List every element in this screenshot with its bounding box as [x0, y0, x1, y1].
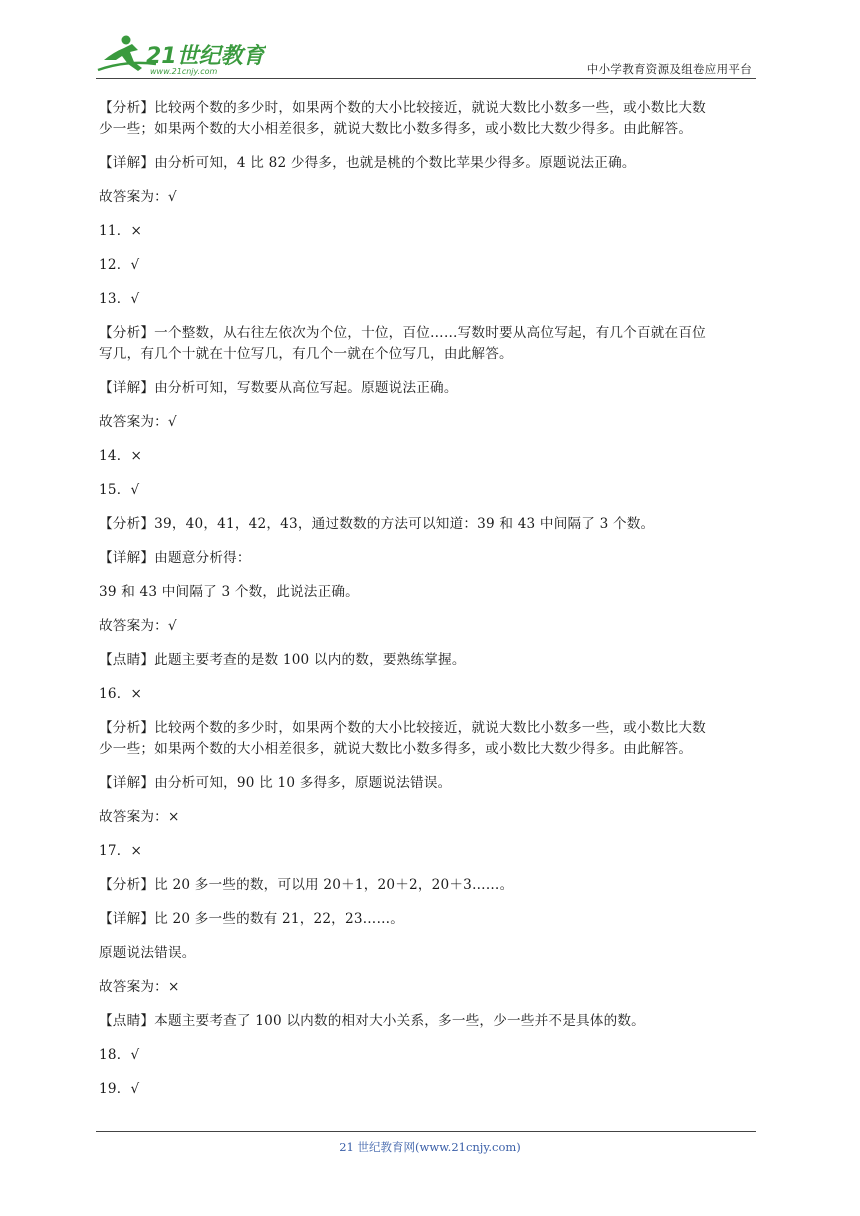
text-line: 12．√	[99, 257, 140, 273]
text-line: 【详解】比 20 多一些的数有 21，22，23……。	[99, 911, 405, 927]
platform-name: 中小学教育资源及组卷应用平台	[586, 62, 752, 76]
text-line: 19．√	[99, 1081, 140, 1097]
text-line: 少一些；如果两个数的大小相差很多，就说大数比小数多得多，或小数比大数少得多。由此解答。	[99, 121, 693, 137]
text-line: 故答案为：×	[99, 809, 180, 825]
svg-text:21世纪教育: 21世纪教育	[146, 44, 265, 69]
text-line: 17．×	[99, 843, 143, 859]
text-line: 15．√	[99, 482, 140, 498]
text-line: 故答案为：√	[99, 618, 177, 634]
text-line: 【详解】由题意分析得：	[99, 550, 251, 566]
page-header	[96, 30, 756, 80]
text-line: 【分析】一个整数，从右往左依次为个位，十位，百位……写数时要从高位写起，有几个百就在百位	[99, 325, 706, 341]
text-line: 【详解】由分析可知，4 比 82 少得多，也就是桃的个数比苹果少得多。原题说法正确。	[99, 155, 636, 171]
text-line: 16．×	[99, 686, 143, 702]
text-line: 11．×	[99, 223, 143, 239]
text-line: 14．×	[99, 448, 143, 464]
text-line: 【点睛】此题主要考查的是数 100 以内的数，要熟练掌握。	[99, 652, 466, 668]
text-line: 13．√	[99, 291, 140, 307]
text-line: 【详解】由分析可知，写数要从高位写起。原题说法正确。	[99, 380, 458, 396]
footer-divider	[96, 1131, 756, 1132]
text-line: 故答案为：√	[99, 189, 177, 205]
text-line: 故答案为：√	[99, 414, 177, 430]
header-divider	[96, 78, 756, 79]
text-line: 【分析】比 20 多一些的数，可以用 20＋1，20＋2，20＋3……。	[99, 877, 514, 893]
text-line: 【分析】比较两个数的多少时，如果两个数的大小比较接近，就说大数比小数多一些，或小数比大数	[99, 720, 706, 736]
text-line: 【点睛】本题主要考查了 100 以内数的相对大小关系，多一些，少一些并不是具体的数。	[99, 1013, 645, 1029]
text-line: 【分析】39，40，41，42，43，通过数数的方法可以知道：39 和 43 中间隔了 3 个数。	[99, 516, 655, 532]
svg-text:www.21cnjy.com: www.21cnjy.com	[150, 67, 218, 76]
text-line: 39 和 43 中间隔了 3 个数，此说法正确。	[99, 584, 359, 600]
text-line: 故答案为：×	[99, 979, 180, 995]
text-line: 原题说法错误。	[99, 945, 196, 961]
logo-icon	[96, 30, 266, 78]
text-line: 【详解】由分析可知，90 比 10 多得多，原题说法错误。	[99, 775, 452, 791]
text-line: 少一些；如果两个数的大小相差很多，就说大数比小数多得多，或小数比大数少得多。由此解答。	[99, 741, 693, 757]
text-line: 写几，有几个十就在十位写几，有几个一就在个位写几，由此解答。	[99, 346, 513, 362]
footer-text: 21 世纪教育网(www.21cnjy.com)	[339, 1140, 521, 1154]
answer-content	[99, 100, 763, 1115]
text-line: 【分析】比较两个数的多少时，如果两个数的大小比较接近，就说大数比小数多一些，或小数比大数	[99, 100, 706, 116]
text-line: 18．√	[99, 1047, 140, 1063]
